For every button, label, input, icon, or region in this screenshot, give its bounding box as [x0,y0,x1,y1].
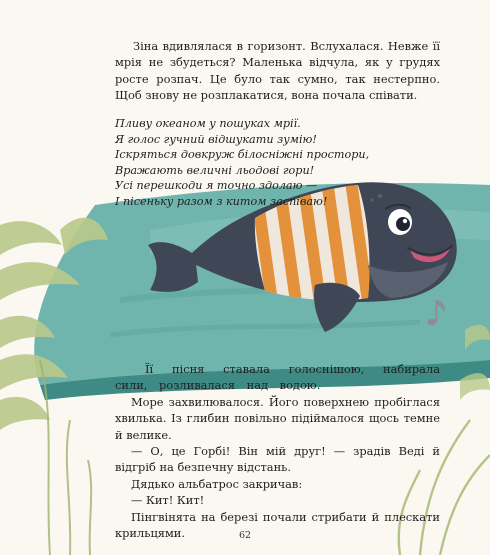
paragraph-1: Зіна вдивлялася в горизонт. Вслухалася. Невже її мрія не збудеться? Маленька відчула, як у грудях росте розпач. Це було так сумно, так нестерпно. Щоб знову не розплакатися, вона почала співати. [115,39,440,103]
paragraph-3: Море захвилювалося. Його поверхнею пробіглася хвилька. Із глибин повільно підіймалося щось темне й велике. [115,394,440,442]
poem-line-1: Пливу океаном у пошуках мрії. [115,117,301,130]
intro-paragraph-block [115,38,440,104]
song-poem [115,116,415,210]
story-paragraph-block [115,361,440,541]
poem-line-2: Я голос гучний відшукати зумію! [115,132,317,146]
paragraph-5: Дядько альбатрос закричав: [131,476,303,491]
poem-line-5: Усі перешкоди я точно здолаю — [115,179,318,193]
paragraph-4: — О, це Горбі! Він мій друг! — зрадів Веді й відгріб на безпечну відстань. [115,444,440,475]
poem-line-3: Іскряться довкруж білосніжні простори, [115,148,370,162]
paragraph-2: Її пісня ставала голоснішою, набирала сили, розливалася над водою. [115,362,440,393]
paragraph-6: — Кит! Кит! [131,493,205,508]
page-number: 62 [238,530,252,541]
poem-line-4: Вражають величні льодові гори! [115,163,315,177]
poem-line-6: І пісеньку разом з китом заспіваю! [115,194,328,208]
paragraph-7: Пінгвінята на березі почали стрибати й плескати крильцями. [115,509,440,541]
